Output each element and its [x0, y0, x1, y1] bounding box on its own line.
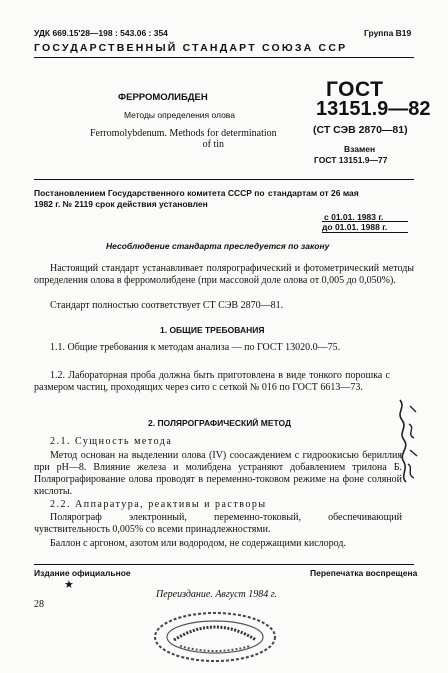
page-number: 28: [34, 599, 44, 610]
publisher-stamp: [150, 608, 280, 666]
gost-number: 13151.9—82: [316, 98, 431, 120]
decree-line2: 1982 г. № 2119 срок действия установлен: [34, 199, 208, 209]
section-1-paragraph-2: 1.2. Лабораторная проба должна быть приготовлена в виде тонкого порошка с размером частиц, проходящих через сито с сеткой № 016 по ГОСТ 6613—73.: [34, 370, 390, 393]
udk-code: УДК 669.15'28—198 : 543.06 : 354: [34, 28, 168, 38]
cmea-reference: (СТ СЭВ 2870—81): [313, 124, 408, 136]
intro-paragraph-2: Стандарт полностью соответствует СТ СЭВ 2870—81.: [50, 300, 284, 311]
instead-reference: ГОСТ 13151.9—77: [314, 155, 388, 165]
group-code: Группа В19: [364, 28, 412, 38]
section-1-heading: 1. ОБЩИЕ ТРЕБОВАНИЯ: [160, 325, 265, 335]
english-title-line1: Ferromolybdenum. Methods for determination: [90, 128, 277, 139]
effective-to-date: до 01.01. 1988 г.: [322, 222, 388, 232]
english-title: [90, 128, 277, 150]
document-subtitle: Методы определения олова: [124, 110, 235, 120]
decree-line1: Постановлением Государственного комитета СССР по: [34, 188, 265, 198]
effective-from-date: с 01.01. 1983 г.: [324, 212, 384, 222]
document-title: ФЕРРОМОЛИБДЕН: [118, 92, 208, 103]
intro-paragraph-1: Настоящий стандарт устанавливает полярографический и фотометрический методы определения олова в ферромолибдене (при массовой доле олова от 0,005 до 0,050%).: [34, 263, 414, 286]
english-title-line2: of tin: [202, 139, 225, 150]
title-block-rule: [34, 179, 414, 180]
date-underline-2: [322, 232, 408, 233]
gost-label: ГОСТ: [326, 78, 384, 101]
section-2-1-heading: 2.1. Сущность метода: [50, 436, 173, 447]
law-notice: Несоблюдение стандарта преследуется по закону: [106, 241, 330, 251]
reprint-prohibited-label: Перепечатка воспрещена: [310, 568, 418, 578]
handwritten-date-annotation: [392, 398, 420, 484]
reissue-note: Переиздание. Август 1984 г.: [156, 589, 278, 600]
section-2-2-paragraph-2: Баллон с аргоном, азотом или водородом, не содержащими кислород.: [50, 538, 346, 549]
decree-text: [34, 188, 265, 210]
section-2-1-text: Метод основан на выделении олова (IV) соосаждением с гидроокисью бериллия при pH—8. Влияние железа и молибдена устраняют добавлением трилона Б. Полярографирование олова проводят в переменно-токовом режиме на фоне соляной кислоты.: [34, 450, 402, 497]
header-rule: [34, 57, 414, 58]
section-2-2-heading: 2.2. Аппаратура, реактивы и растворы: [50, 499, 267, 510]
official-edition-label: Издание официальное: [34, 568, 131, 578]
decree-line1-right: стандартам от 26 мая: [268, 188, 359, 198]
section-2-2-paragraph-1: Полярограф электронный, переменно-токовый, обеспечивающий чувствительность 0,005% со всеми принадлежностями.: [34, 512, 402, 535]
section-1-paragraph-1: 1.1. Общие требования к методам анализа — по ГОСТ 13020.0—75.: [50, 342, 341, 353]
instead-label: Взамен: [344, 144, 376, 154]
footer-rule: [34, 564, 414, 565]
state-standard-banner: ГОСУДАРСТВЕННЫЙ СТАНДАРТ СОЮЗА ССР: [34, 42, 348, 54]
star-icon: ★: [64, 579, 74, 591]
section-2-heading: 2. ПОЛЯРОГРАФИЧЕСКИЙ МЕТОД: [148, 418, 292, 428]
